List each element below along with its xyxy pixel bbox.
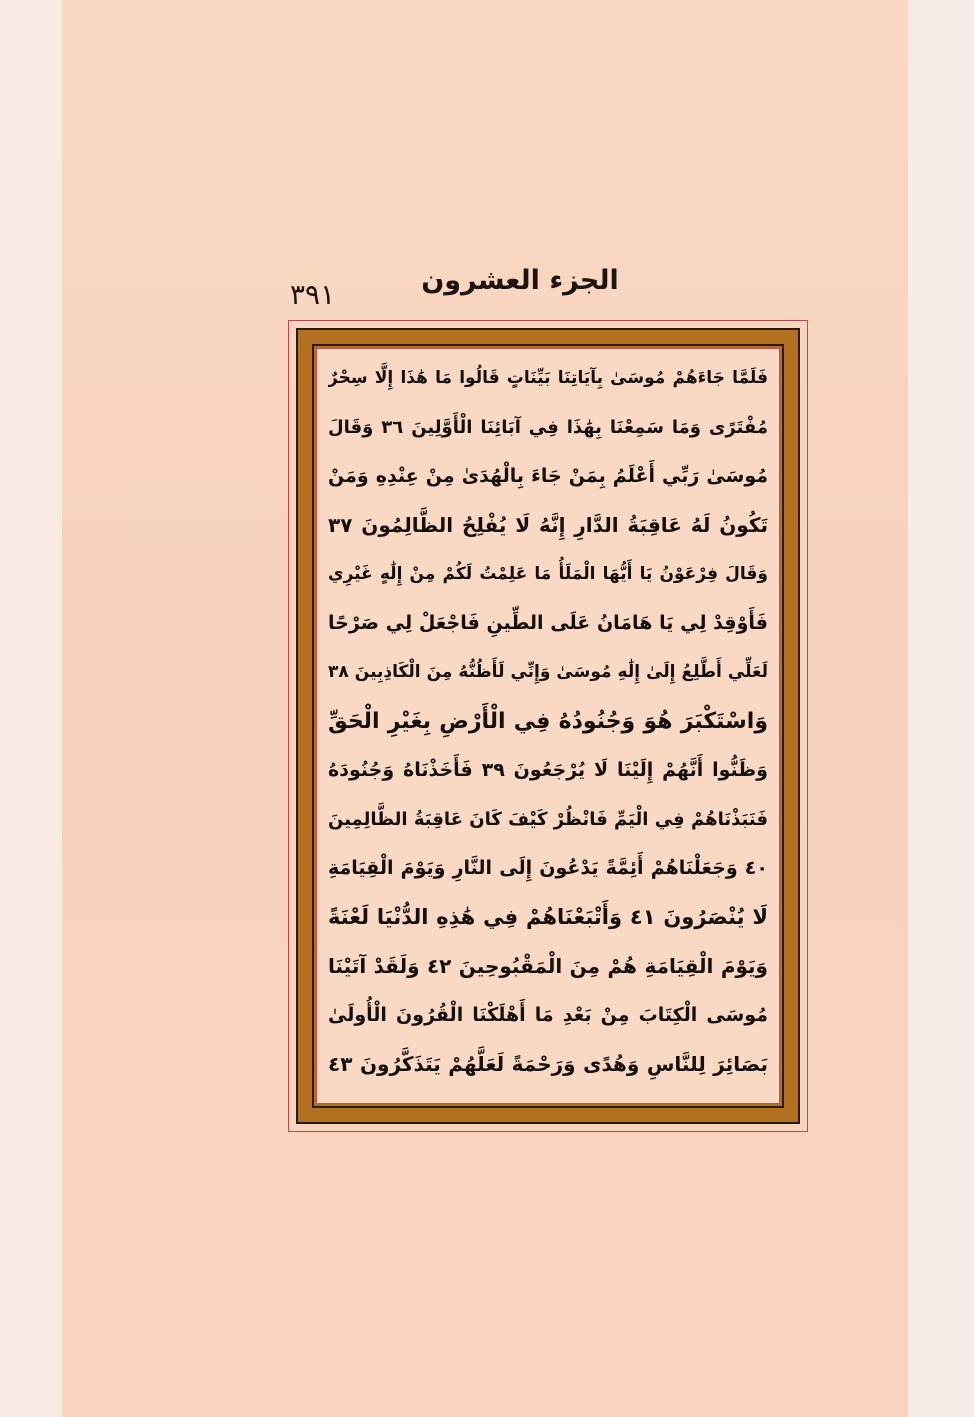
text-line: فَأَوْقِدْ لِي يَا هَامَانُ عَلَى الطِّينِ فَاجْعَلْ لِي صَرْحًا bbox=[328, 612, 768, 634]
text-line: مُوسَىٰ رَبِّي أَعْلَمُ بِمَنْ جَاءَ بِالْهُدَىٰ مِنْ عِنْدِهِ وَمَنْ bbox=[328, 465, 768, 487]
text-line: فَلَمَّا جَاءَهُمْ مُوسَىٰ بِآيَاتِنَا بَيِّنَاتٍ قَالُوا مَا هَٰذَا إِلَّا سِحْرٌ bbox=[328, 368, 768, 388]
text-line: فَنَبَذْنَاهُمْ فِي الْيَمِّ فَانْظُرْ كَيْفَ كَانَ عَاقِبَةُ الظَّالِمِينَ bbox=[328, 808, 768, 830]
text-line: مُفْتَرًى وَمَا سَمِعْنَا بِهَٰذَا فِي آبَائِنَا الْأَوَّلِينَ ٣٦ وَقَالَ bbox=[328, 416, 768, 438]
quran-text-block bbox=[328, 352, 768, 1092]
text-line: مُوسَى الْكِتَابَ مِنْ بَعْدِ مَا أَهْلَكْنَا الْقُرُونَ الْأُولَىٰ bbox=[328, 1004, 768, 1026]
right-margin-strip bbox=[908, 0, 974, 1417]
text-line: بَصَائِرَ لِلنَّاسِ وَهُدًى وَرَحْمَةً لَعَلَّهُمْ يَتَذَكَّرُونَ ٤٣ bbox=[328, 1052, 768, 1076]
text-line: وَقَالَ فِرْعَوْنُ يَا أَيُّهَا الْمَلَأُ مَا عَلِمْتُ لَكُمْ مِنْ إِلَٰهٍ غَيْرِي bbox=[328, 564, 768, 584]
juz-title: الجزء العشرون bbox=[421, 265, 619, 296]
left-margin-strip bbox=[0, 0, 62, 1417]
text-line: وَظَنُّوا أَنَّهُمْ إِلَيْنَا لَا يُرْجَعُونَ ٣٩ فَأَخَذْنَاهُ وَجُنُودَهُ bbox=[328, 759, 768, 781]
text-line: وَاسْتَكْبَرَ هُوَ وَجُنُودُهُ فِي الْأَرْضِ بِغَيْرِ الْحَقِّ bbox=[328, 708, 768, 734]
text-line: وَيَوْمَ الْقِيَامَةِ هُمْ مِنَ الْمَقْبُوحِينَ ٤٢ وَلَقَدْ آتَيْنَا bbox=[328, 954, 768, 978]
text-line: تَكُونُ لَهُ عَاقِبَةُ الدَّارِ إِنَّهُ لَا يُفْلِحُ الظَّالِمُونَ ٣٧ bbox=[328, 513, 768, 537]
text-line: ٤٠ وَجَعَلْنَاهُمْ أَئِمَّةً يَدْعُونَ إِلَى النَّارِ وَيَوْمَ الْقِيَامَةِ bbox=[328, 857, 768, 879]
text-line: لَا يُنْصَرُونَ ٤١ وَأَتْبَعْنَاهُمْ فِي هَٰذِهِ الدُّنْيَا لَعْنَةً bbox=[328, 905, 768, 929]
page-number: ٣٩١ bbox=[290, 278, 336, 311]
text-line: لَعَلِّي أَطَّلِعُ إِلَىٰ إِلَٰهِ مُوسَىٰ وَإِنِّي لَأَظُنُّهُ مِنَ الْكَاذِبِينَ ٣٨ bbox=[328, 662, 768, 682]
